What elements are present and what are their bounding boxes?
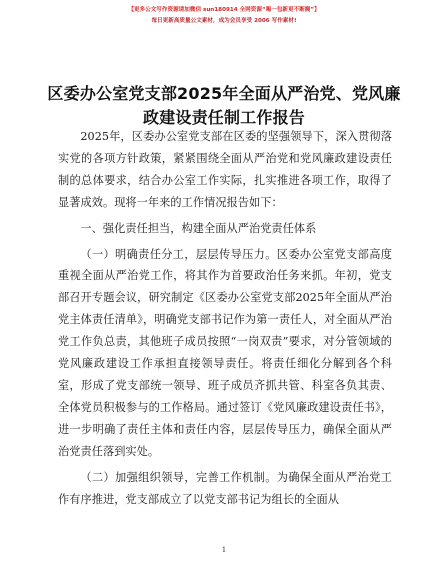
promo-banner-line1: 【更多公文写作资源请加微信 sun180914 全网资源“喝一包新更不断搁”】 <box>128 7 320 13</box>
document-body <box>58 126 392 510</box>
document-title: 区委办公室党支部2025年全面从严治党、党风廉政建设责任制工作报告 <box>47 84 401 127</box>
intro-paragraph: 2025年，区委办公室党支部在区委的坚强领导下，深入贯彻落实党的各项方针政策，紧紧围绕全面从严治党和党风廉政建设责任制的总体要求，结合办公室工作实际，扎实推进各项工作，取得了显著成效。现将一年来的工作情况报告如下： <box>58 130 392 209</box>
promo-banner-line2: 每日更新高质量公文素材，成为会员享受 2006 写作素材! <box>151 18 297 24</box>
section-heading: 一、强化责任担当，构建全面从严治党责任体系 <box>80 221 317 235</box>
promo-banner <box>0 5 448 27</box>
body-paragraph: （二）加强组织领导，完善工作机制。为确保全面从严治党工作有序推进，党支部成立了以党支部书记为组长的全面从 <box>58 470 392 506</box>
body-paragraph: （一）明确责任分工，层层传导压力。区委办公室党支部高度重视全面从严治党工作，将其作为首要政治任务来抓。年初，党支部召开专题会议，研究制定《区委办公室党支部2025年全面从严治党主体责任清单》，明确党支部书记作为第一责任人，对全面从严治党工作负总责，其他班子成员按照“一岗双责”要求，对分管领域的党风廉政建设工作承担直接领导责任。将责任细化分解到各个科室，形成了党支部统一领导、班子成员齐抓共管、科室各负其责、全体党员积极参与的工作格局。通过签订《党风廉政建设责任书》，进一步明确了责任主体和责任内容，层层传导压力，确保全面从严治党责任落到实处。 <box>58 247 392 458</box>
page-number: 1 <box>221 546 227 554</box>
